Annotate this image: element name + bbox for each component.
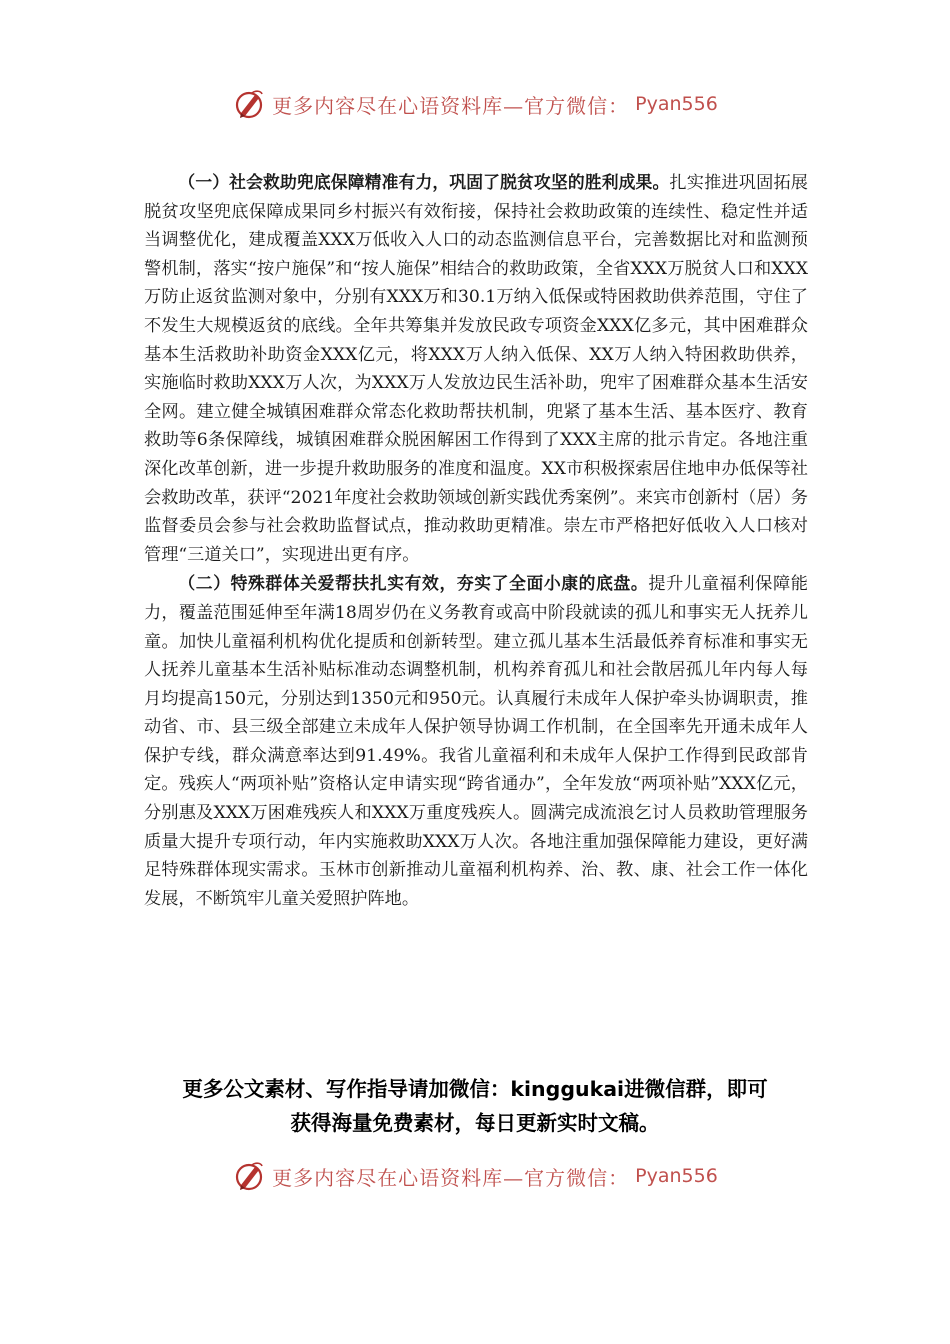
paragraph-heading: （二）特殊群体关爱帮扶扎实有效，夯实了全面小康的底盘。 xyxy=(178,573,649,594)
paragraph-social-assistance xyxy=(144,168,808,569)
promo-line-1: 更多公文素材、写作指导请加微信：kinggukai进微信群，即可 xyxy=(182,1077,768,1101)
pen-logo-icon xyxy=(232,87,266,121)
footer-banner-inner xyxy=(232,1159,718,1193)
header-banner-inner xyxy=(232,87,718,121)
paragraph-heading: （一）社会救助兜底保障精准有力，巩固了脱贫攻坚的胜利成果。 xyxy=(178,172,670,192)
header-banner xyxy=(0,86,950,122)
paragraph-body: 提升儿童福利保障能力，覆盖范围延伸至年满18周岁仍在义务教育或高中阶段就读的孤儿和事实无人抚养儿童。加快儿童福利机构优化提质和创新转型。建立孤儿基本生活最低养育标准和事实无人抚养儿童基本生活补贴标准动态调整机制，机构养育孤儿和社会散居孤儿年内每人每月均提高150元，分别达到1350元和950元。认真履行未成年人保护牵头协调职责，推动省、市、县三级全部建立未成年人保护领导协调工作机制，在全国率先开通未成年人保护专线，群众满意率达到91.49%。我省儿童福利和未成年人保护工作得到民政部肯定。残疾人“两项补贴”资格认定申请实现“跨省通办”，全年发放“两项补贴”XXX亿元，分别惠及XXX万困难残疾人和XXX万重度残疾人。圆满完成流浪乞讨人员救助管理服务质量大提升专项行动，年内实施救助XXX万人次。各地注重加强保障能力建设，更好满足特殊群体现实需求。玉林市创新推动儿童福利机构养、治、教、康、社会工作一体化发展，不断筑牢儿童关爱照护阵地。 xyxy=(144,574,808,909)
header-banner-text: 更多内容尽在心语资料库—官方微信： xyxy=(272,93,630,118)
promo-line-2: 获得海量免费素材，每日更新实时文稿。 xyxy=(290,1111,660,1135)
paragraph-body: 扎实推进巩固拓展脱贫攻坚兜底保障成果同乡村振兴有效衔接，保持社会救助政策的连续性、稳定性并适当调整优化，建成覆盖XXX万低收入人口的动态监测信息平台，完善数据比对和监测预警机制，落实“按户施保”和“按人施保”相结合的救助政策，全省XXX万脱贫人口和XXX万防止返贫监测对象中，分别有XXX万和30.1万纳入低保或特困救助供养范围，守住了不发生大规模返贫的底线。全年共筹集并发放民政专项资金XXX亿多元，其中困难群众基本生活救助补助资金XXX亿元，将XXX万人纳入低保、XX万人纳入特困救助供养，实施临时救助XXX万人次，为XXX万人发放边民生活补助，兜牢了困难群众基本生活安全网。建立健全城镇困难群众常态化救助帮扶机制，兜紧了基本生活、基本医疗、教育救助等6条保障线，城镇困难群众脱困解困工作得到了XXX主席的批示肯定。各地注重深化改革创新，进一步提升救助服务的准度和温度。XX市积极探索居住地申办低保等社会救助改革，获评“2021年度社会救助领域创新实践优秀案例”。来宾市创新村（居）务监督委员会参与社会救助监督试点，推动救助更精准。崇左市严格把好低收入人口核对管理“三道关口”，实现进出更有序。 xyxy=(144,173,808,565)
footer-wechat-id: Pyan556 xyxy=(635,1165,718,1187)
footer-banner-text: 更多内容尽在心语资料库—官方微信： xyxy=(272,1165,630,1190)
paragraph-special-groups xyxy=(144,569,808,913)
document-body xyxy=(144,168,808,913)
footer-banner xyxy=(0,1158,950,1194)
promo-notice xyxy=(140,1072,810,1140)
header-wechat-id: Pyan556 xyxy=(635,93,718,115)
pen-logo-icon xyxy=(232,1159,266,1193)
